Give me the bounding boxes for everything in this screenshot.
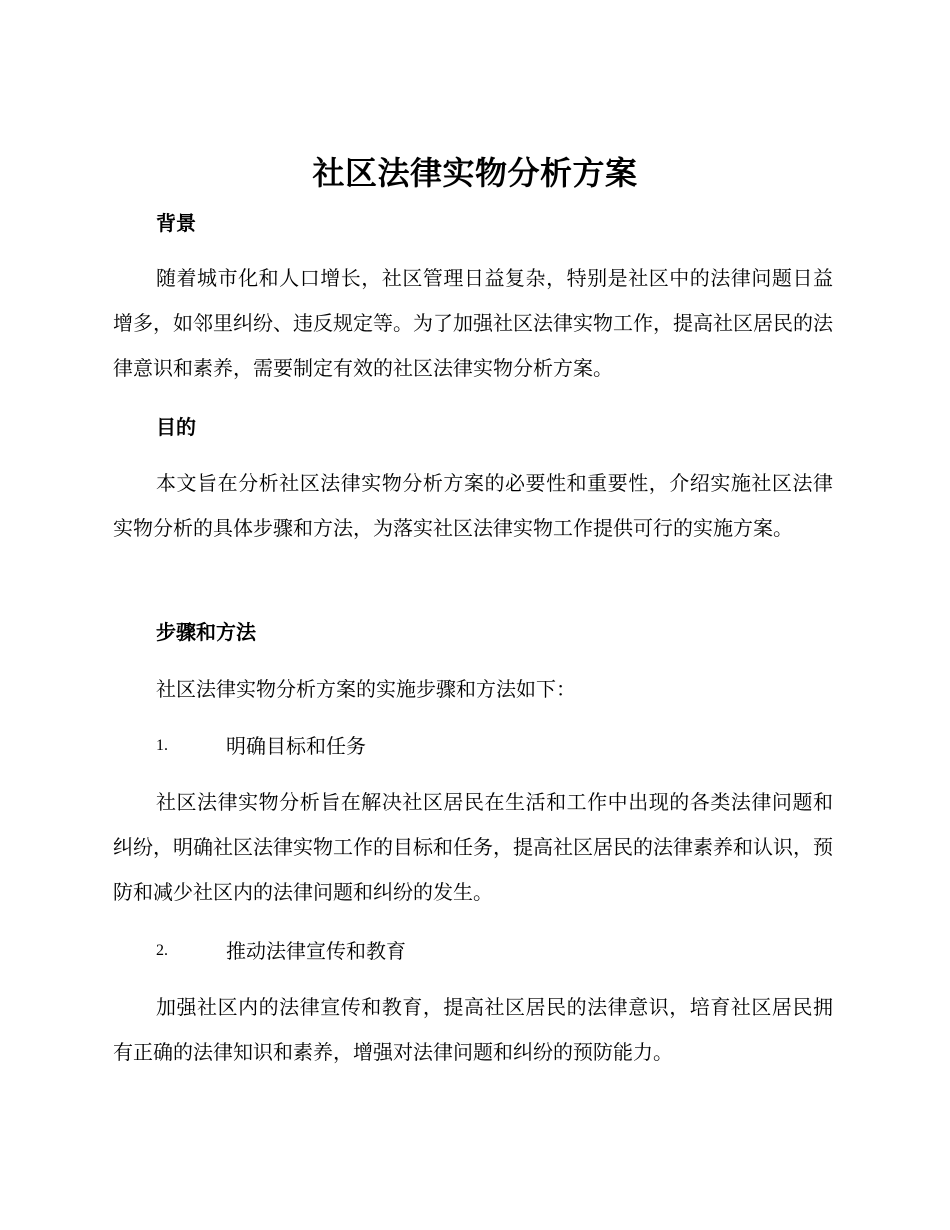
- section-heading-purpose: 目的: [156, 415, 196, 439]
- background-paragraph: 随着城市化和人口增长，社区管理日益复杂，特别是社区中的法律问题日益增多，如邻里纠纷、违反规定等。为了加强社区法律实物工作，提高社区居民的法律意识和素养，需要制定有效的社区法律实物分析方案。: [113, 266, 833, 380]
- list-item-title: 推动法律宣传和教育: [226, 939, 406, 963]
- section-heading-steps: 步骤和方法: [156, 620, 256, 644]
- steps-intro: 社区法律实物分析方案的实施步骤和方法如下：: [156, 677, 576, 701]
- step-1-paragraph: 社区法律实物分析旨在解决社区居民在生活和工作中出现的各类法律问题和纠纷，明确社区法律实物工作的目标和任务，提高社区居民的法律素养和认识，预防和减少社区内的法律问题和纠纷的发生。: [113, 790, 833, 904]
- list-item-number: 2.: [156, 942, 168, 959]
- list-item-title: 明确目标和任务: [226, 734, 366, 758]
- step-2-paragraph: 加强社区内的法律宣传和教育，提高社区居民的法律意识，培育社区居民拥有正确的法律知识和素养，增强对法律问题和纠纷的预防能力。: [113, 995, 833, 1064]
- purpose-paragraph: 本文旨在分析社区法律实物分析方案的必要性和重要性，介绍实施社区法律实物分析的具体步骤和方法，为落实社区法律实物工作提供可行的实施方案。: [113, 471, 833, 540]
- section-heading-background: 背景: [156, 211, 196, 235]
- document-title: 社区法律实物分析方案: [312, 154, 638, 192]
- list-item-number: 1.: [156, 737, 168, 754]
